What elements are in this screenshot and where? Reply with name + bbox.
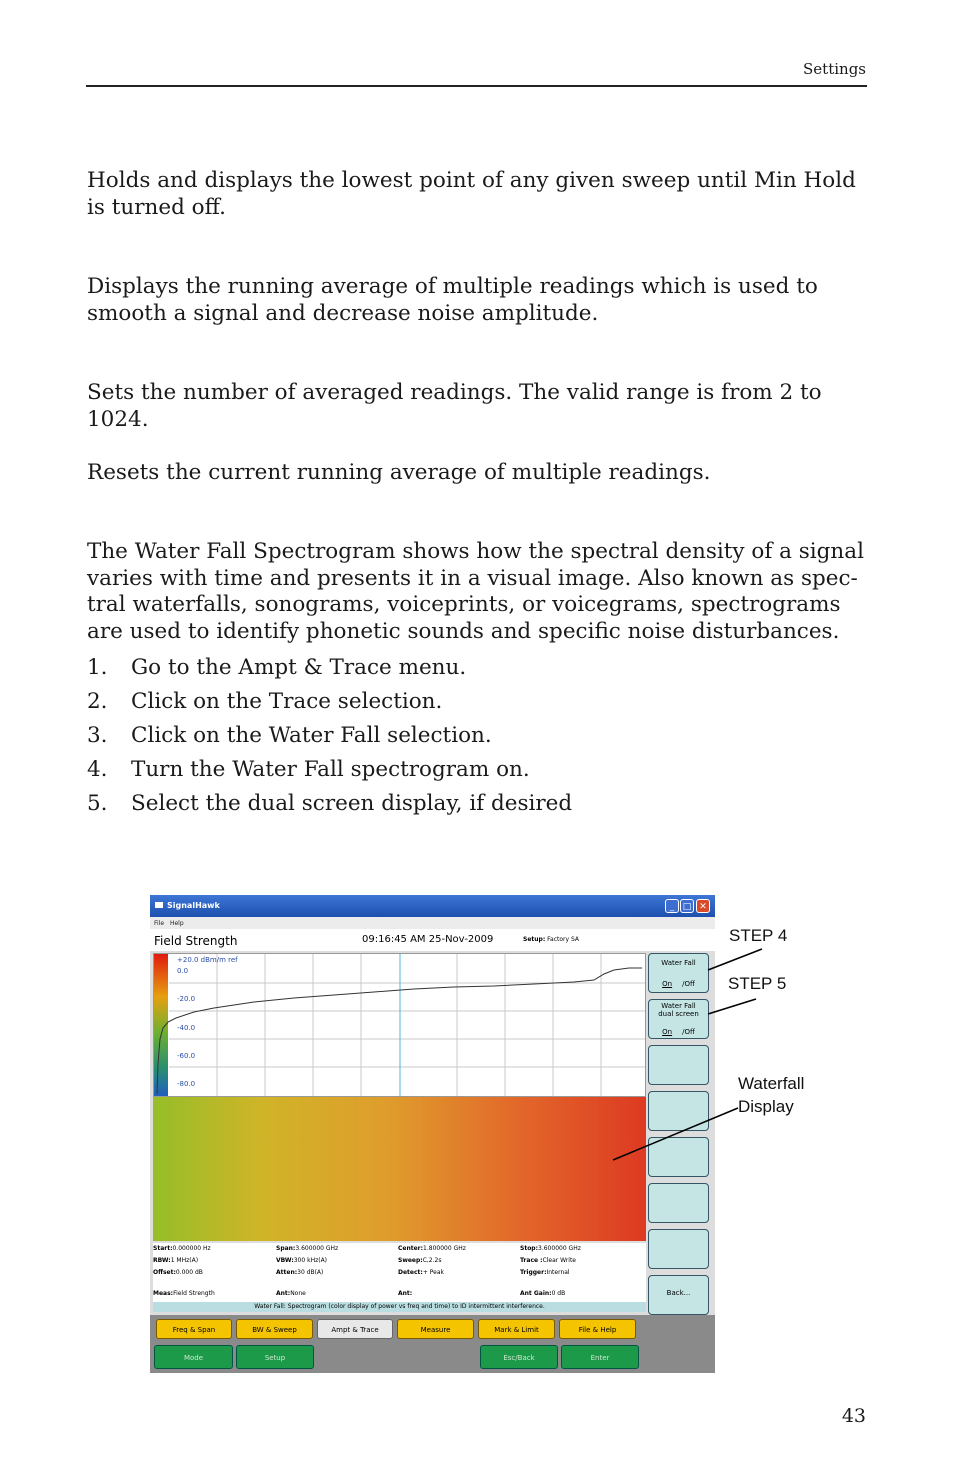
paragraph-average-count: Sets the number of averaged readings. The valid range is from 2 to 1024. [87,380,822,432]
readout-meas: Meas:Field Strength [153,1290,215,1297]
paragraph-reset-average: Resets the current running average of multiple readings. [87,460,711,485]
step-text: Click on the Trace selection. [131,689,443,714]
readout-ant: Ant:None [276,1290,306,1297]
callout-step4: STEP 4 [729,926,788,945]
close-icon[interactable]: ✕ [696,899,710,913]
off-option: /Off [682,980,695,988]
step-number: 1. [87,655,108,680]
readout-offset: Offset:0.000 dB [153,1269,203,1276]
step-number: 4. [87,757,108,782]
on-option: On [662,1028,673,1036]
step-text: Click on the Water Fall selection. [131,723,492,748]
ref-level-label: +20.0 dBm/m ref [177,956,238,964]
setup-value: Factory SA [547,936,580,943]
callout-waterfall-line1: Waterfall [738,1074,805,1093]
off-option: /Off [682,1028,695,1036]
readout-detect: Detect:+ Peak [398,1269,444,1276]
maximize-icon[interactable]: □ [680,899,694,913]
paragraph-average: Displays the running average of multiple readings which is used to smooth a signal and decrease noise amplitude. [87,274,818,326]
step-number: 2. [87,689,108,714]
y-tick-label: -80.0 [177,1080,196,1088]
mode-title: Field Strength [154,934,238,948]
hint-bar: Water Fall: Spectrogram (color display of power vs freq and time) to ID intermittent interference. [153,1302,646,1312]
callout-waterfall-line2: Display [738,1097,794,1116]
readout-rbw: RBW:1 MHz(A) [153,1257,199,1264]
callout-waterfall [738,1072,804,1118]
setup-button[interactable]: Setup [236,1345,314,1369]
softkey-label: Water Fall [661,959,696,967]
step-number: 5. [87,791,108,816]
on-option: On [662,980,673,988]
setup-label: Setup: [523,936,546,943]
datetime-readout: 09:16:45 AM 25-Nov-2009 [362,934,494,945]
softkey-label: Water Fall [661,1002,696,1010]
page-number: 43 [841,1405,866,1427]
mode-button[interactable]: Mode [154,1345,233,1369]
esc-back-button[interactable]: Esc/Back [480,1345,558,1369]
readout-trace: Trace :Clear Write [520,1257,577,1264]
readout-vbw: VBW:300 kHz(A) [276,1257,328,1264]
softkey-label: Back... [666,1289,691,1297]
paragraph-min-hold: Holds and displays the lowest point of any given sweep until Min Hold is turned off. [87,168,856,220]
readout-trigger: Trigger:Internal [520,1269,570,1276]
y-tick-label: -20.0 [177,995,196,1003]
menu-help[interactable]: Help [169,920,184,927]
freq-span-button[interactable]: Freq & Span [156,1319,232,1339]
readout-sweep: Sweep:C,2.2s [398,1257,442,1264]
y-tick-label: -60.0 [177,1052,196,1060]
menu-file[interactable]: File [154,920,165,927]
y-tick-label: 0.0 [177,967,189,975]
mark-limit-button[interactable]: Mark & Limit [478,1319,555,1339]
minimize-icon[interactable]: _ [665,899,679,913]
readout-center: Center:1.800000 GHz [398,1245,466,1252]
file-help-button[interactable]: File & Help [559,1319,636,1339]
ampt-trace-button[interactable]: Ampt & Trace [317,1319,393,1339]
step4-leader-line [708,949,762,970]
readout-atten: Atten:30 dB(A) [276,1269,324,1276]
step5-leader-line [708,999,756,1014]
bw-sweep-button[interactable]: BW & Sweep [236,1319,313,1339]
softkey-label: dual screen [658,1010,699,1018]
enter-button[interactable]: Enter [561,1345,639,1369]
readout-ant-2: Ant: [398,1290,413,1297]
step-text: Go to the Ampt & Trace menu. [131,655,467,680]
step-number: 3. [87,723,108,748]
y-tick-label: -40.0 [177,1024,196,1032]
readout-start: Start:0.000000 Hz [153,1245,211,1252]
window-title: SignalHawk [167,901,220,910]
measure-button[interactable]: Measure [397,1319,474,1339]
running-header: Settings [803,60,866,78]
step-text: Turn the Water Fall spectrogram on. [131,757,530,782]
paragraph-waterfall: The Water Fall Spectrogram shows how the spectral density of a signal varies with time and presents it in a visual image. Also known as spec-tral waterfalls, sonograms, voiceprints, or voicegrams, spectrograms are used to identify phonetic sounds and specific noise disturbances. [87,539,864,644]
step-text: Select the dual screen display, if desired [131,791,573,816]
readout-ant-gain: Ant Gain:0 dB [520,1290,566,1297]
waterfall-leader-line [613,1108,738,1160]
callout-step5: STEP 5 [728,974,787,993]
readout-stop: Stop:3.600000 GHz [520,1245,581,1252]
readout-span: Span:3.600000 GHz [276,1245,339,1252]
